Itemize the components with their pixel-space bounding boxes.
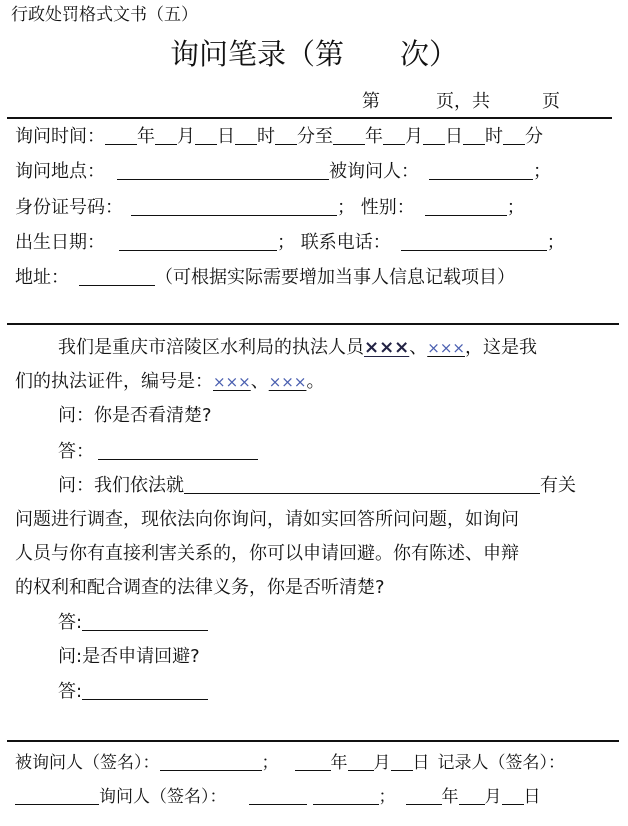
semicolon: ； [261,753,279,773]
interview-place-field[interactable] [117,161,329,180]
enumeration-comma: 、 [409,337,428,358]
certificate-number-mark-2: ××× [268,373,307,391]
interviewee-sign-year-field[interactable] [295,752,331,771]
answer-2-label: 答: [58,612,83,633]
document-title [170,34,458,74]
interviewee-field[interactable] [429,161,533,180]
page-ye-label: 页，共 [436,91,490,112]
year-unit: 年 [365,126,383,147]
interviewee-label: 被询问人： [329,161,419,182]
interviewer-signature-row [15,786,541,808]
interviewee-sign-day-field[interactable] [391,752,413,771]
interviewer-sign-year-field[interactable] [406,786,442,805]
intro-line [58,336,537,360]
header-divider [7,117,612,119]
question-2-start: 问：我们依法就 [58,475,184,496]
start-year-field[interactable] [105,126,137,145]
minute-to-unit: 分至 [297,126,333,147]
interview-place-row [15,160,551,184]
day-unit: 日 [445,126,463,147]
interviewer-signature-field-1[interactable] [249,786,307,805]
title-main: 询问笔录（第 [170,37,345,71]
address-note: （可根据实际需要增加当事人信息记载项目） [155,267,515,288]
gender-field[interactable] [425,197,507,216]
interview-time-row [15,125,543,149]
question-1: 问：你是否看清楚? [58,405,212,426]
hour-unit: 时 [257,126,275,147]
interviewer-sign-month-field[interactable] [459,786,485,805]
year-unit: 年 [330,753,348,773]
question-2-end: 有关 [540,475,576,496]
interviewee-signature-label: 被询问人（签名）： [15,753,160,773]
address-label: 地址： [15,267,69,288]
gender-label: ； 性别： [337,197,415,218]
title-end: 次） [400,37,459,71]
interviewee-sign-month-field[interactable] [348,752,374,771]
fields-divider [7,323,619,325]
question-2-line-2: 问题进行调查，现依法向你询问，请如实回答所问问题，如询问 [15,509,519,530]
interviewer-sign-day-field[interactable] [502,786,524,805]
interviewer-signature-label: 询问人（签名）： [99,787,227,807]
id-number-label: 身份证号码： [15,197,123,218]
answer-1-field[interactable] [98,441,258,460]
investigation-matter-field[interactable] [184,475,540,494]
recorder-signature-field[interactable] [15,786,99,805]
semicolon: ； [506,197,525,218]
month-unit: 月 [177,126,195,147]
birth-date-label: 出生日期： [15,232,105,253]
start-hour-field[interactable] [235,126,257,145]
intro-text-end: ，这是我 [464,337,537,358]
semicolon: ； [546,232,565,253]
start-day-field[interactable] [195,126,217,145]
minute-unit: 分 [525,126,543,147]
answer-1-row [58,440,258,464]
answer-3-label: 答: [58,681,83,702]
officer-name-mark-2: ××× [427,339,465,357]
end-month-field[interactable] [383,126,405,145]
officer-name-mark-1: ××× [364,337,410,358]
question-2-line-3: 人员与你有直接利害关系的，你可以申请回避。你有陈述、申辩 [15,543,519,564]
certificate-line [15,370,324,394]
month-unit: 月 [484,787,502,807]
month-unit: 月 [373,753,391,773]
interview-time-label: 询问时间： [15,126,105,147]
page-di-label: 第 [362,91,380,112]
address-row [15,266,515,290]
answer-2-field[interactable] [82,612,208,631]
interviewee-signature-field[interactable] [160,752,262,771]
certificate-text: 们的执法证件，编号是： [15,371,213,392]
birth-phone-row [15,231,565,255]
document-series-label: 行政处罚格式文书（五） [11,5,198,25]
period: 。 [306,371,325,392]
year-unit: 年 [137,126,155,147]
start-minute-field[interactable] [275,126,297,145]
year-unit: 年 [441,787,459,807]
enumeration-comma: 、 [250,371,269,392]
month-unit: 月 [405,126,423,147]
interviewer-signature-field-2[interactable] [313,786,379,805]
end-day-field[interactable] [423,126,445,145]
day-unit: 日 [412,753,430,773]
birth-date-field[interactable] [119,232,277,251]
footer-divider [7,740,619,742]
end-hour-field[interactable] [463,126,485,145]
interviewee-signature-row [15,752,565,774]
page-total-label: 页 [542,91,560,112]
interview-place-label: 询问地点： [15,161,105,182]
answer-2-row [58,611,208,635]
day-unit: 日 [217,126,235,147]
semicolon: ； [378,787,396,807]
certificate-number-mark-1: ××× [213,373,251,391]
answer-3-field[interactable] [82,681,208,700]
answer-1-label: 答： [58,441,94,462]
question-2-line-1 [58,474,576,498]
day-unit: 日 [523,787,541,807]
start-month-field[interactable] [155,126,177,145]
id-number-field[interactable] [131,197,337,216]
intro-text: 我们是重庆市涪陵区水利局的执法人员 [58,337,364,358]
answer-3-row [58,680,208,704]
semicolon: ； [533,161,551,182]
end-year-field[interactable] [333,126,365,145]
recorder-signature-label: 记录人（签名）： [437,753,565,773]
phone-label: ； 联系电话： [277,232,391,253]
page-counter [362,90,560,114]
end-minute-field[interactable] [503,126,525,145]
question-3: 问:是否申请回避? [58,646,200,667]
phone-field[interactable] [401,232,547,251]
address-field[interactable] [79,267,155,286]
hour-unit: 时 [485,126,503,147]
question-2-line-4: 的权利和配合调查的法律义务，你是否听清楚? [15,577,385,598]
id-gender-row [15,196,525,220]
